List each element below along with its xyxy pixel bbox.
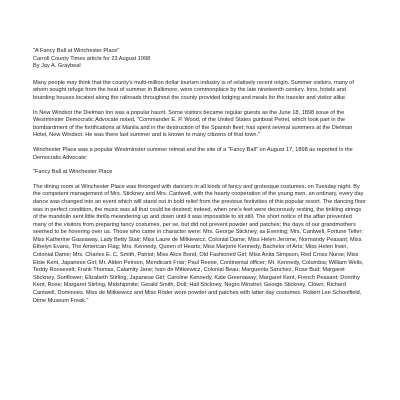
header-spacer bbox=[33, 71, 367, 80]
article-body bbox=[33, 48, 367, 312]
paragraph-fancy-ball: The dining room at Winchester Place was thronged with dancers in all kinds of fancy and grotesque costumes, on Tuesday night. By the competent management of Mrs. Stickney and Mrs. Cantwell, with the hearty cooperation of the young men, an ordinary, every day dance was changed into an event which will stand out in bold relief from the previous festivities of this popular resort. The dancing floor was in perfect condition, the music was all that could be desired; indeed, when one's feet were decorously resting, the tinkling strings of the mandolin sent little thrills meandering up and down until it was impossible to sit still. The short notice of the affair prevented many of the visitors from preparing fancy costumes, per se, but did not prevent powder and patches; the days of our grandmothers seemed to be hovering over us. Those who came in character were: Mrs. George Stickney, as Evening; Mrs. Cantwell, Fortune Teller; Miss Katherine Gassaway, Lady Betty Stair; Miss Laure de Mitkiewicz, Colonial Dame; Miss Helen Jerome, Normandy Peasant; Miss Ethelyn Evans, The American Flag; Mrs. Kennedy, Queen of Hearts; Miss Marjorie Kennedy, Bachelor of Arts; Miss Helen Irwin, Colonial Dame; Mrs. Charles E. C. Smith, Patriot; Miss Alice Bond, Old Fashioned Girl; Miss Anita Simpson, Red Cross Nurse; Miss Elsie Kent, Japanese Girl; Mr. Alden Peirson, Mendicant Friar; Paul Reese, Continental officer; Mr. Kennedy, Columbia; William Wells, Teddy Roosevelt; Frank Thomas, Calamity Jane; Ivan de Mitkiewicz, Colonial Beau; Marguerita Sanchez, Rose Bud; Margaret Stickney, Sunflower; Elizabeth Stirling, Japanese Girl; Caroline Kennedy, Kate Greenaway; Margaret Kent, French Peasant; Dorothy Kent, Rose; Margaret Stirling, Midshipmite; Gerald Smith, Doll; Hall Stickney, Negro Minstrel; George Stickney, Clown; Richard Cantwell, Dominoes. Miss de Mitkiewicz and Miss Roder wore powder and patches with latter day costumes. Robert Lee Schoolfield, Dime Museum Freak." bbox=[33, 183, 366, 304]
article-source: Carroll County Times article for 23 August 1998 bbox=[33, 55, 151, 62]
paragraph-winchester-place: Winchester Place was a popular Westminster summer retreat and the site of a "Fancy Ball" on August 17, 1898 as reported in the Democratic Advocate: bbox=[33, 146, 353, 161]
article-title: "A Fancy Ball at Winchester Place" bbox=[33, 48, 120, 54]
paragraph-new-windsor: In New Windsor the Dielman Inn was a popular haunt. Some visitors became regular guests as the June 18, 1898 issue of the Westminster Democratic Advocate noted, "Commander E. P. Wood, of the United States gunboat Petrel, which took part in the bombardment of the fortifications at Manila and in the destruction of the Spanish fleet; has spent several summers at the Dielman Hotel, New Windsor. He was there last summer and is known to many citizens of that town." bbox=[33, 109, 353, 139]
paragraph-tourism: Many people may think that the county's multi-million dollar tourism industry is of relatively recent origin. Summer visitors, many of whom sought refuge from the heat of summer in Baltimore, were commonplace by the late nineteenth century. Inns, hotels and boarding houses located along the railroads throughout the county provided lodging and meals for the traveler and visitor alike. bbox=[33, 79, 354, 101]
quoted-heading: "Fancy Ball at Winchester Place bbox=[33, 169, 113, 176]
article-author: By Jay A. Graybeal bbox=[33, 63, 81, 70]
